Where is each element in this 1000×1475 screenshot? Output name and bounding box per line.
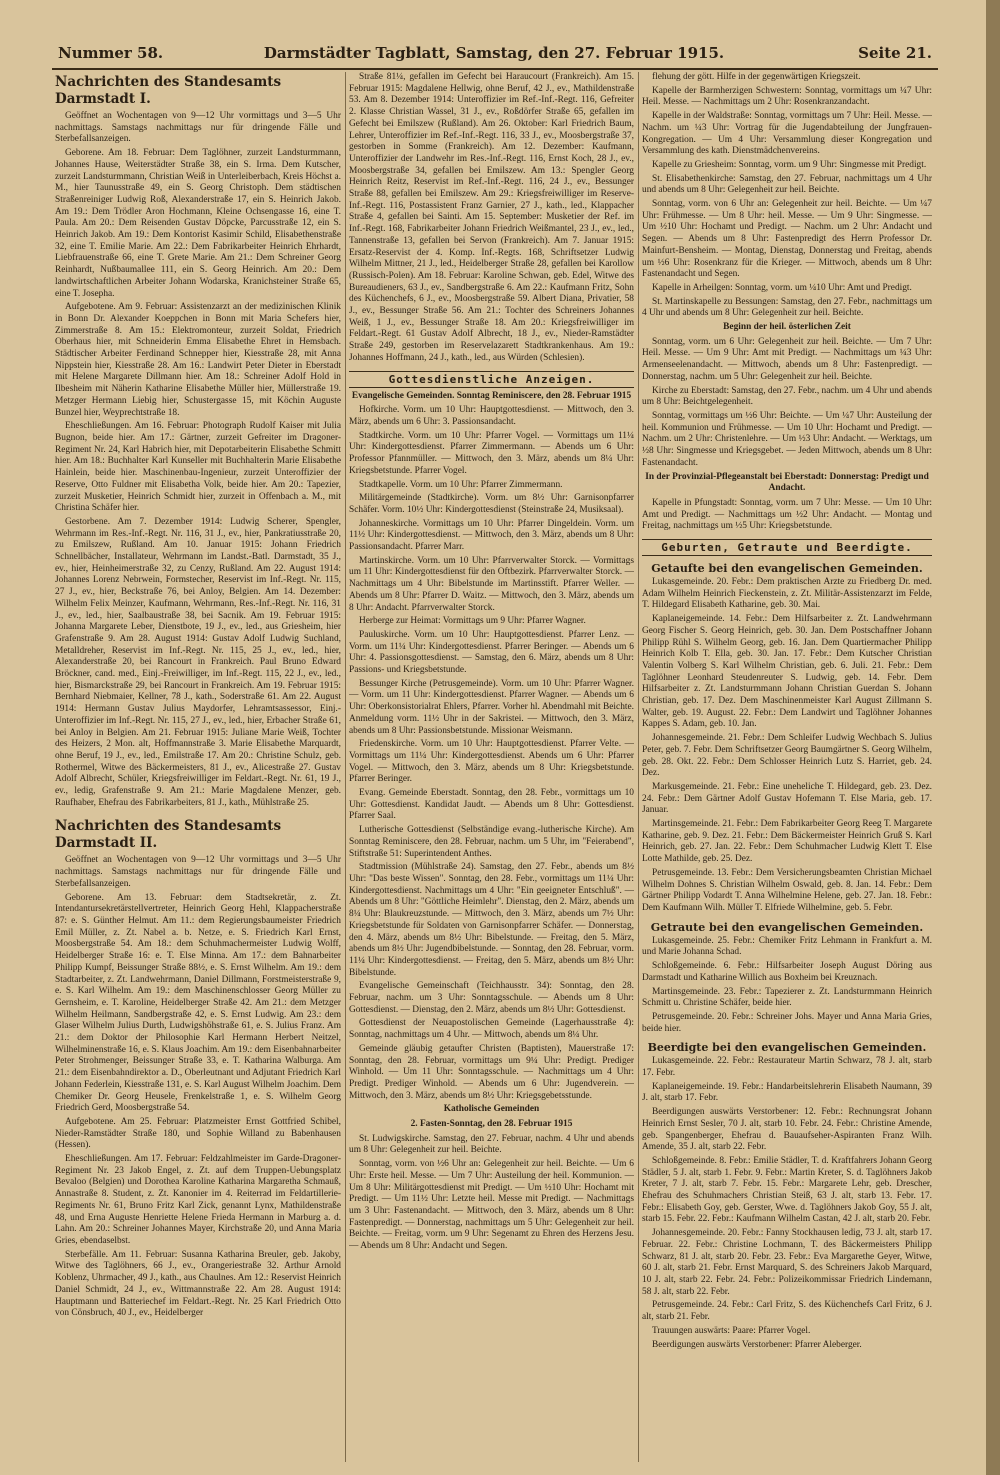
- service-entry: Sonntag, vorm. um 6 Uhr: Gelegenheit zur heil. Beichte. — Um 7 Uhr: Heil. Messe. — Um 9 Uhr: Amt mit Predigt. — Nachmittags um ¼3 Uhr: Armenseelenandacht. — Mittwoch, abends um 8 Uhr: Fastenpredigt. — Donnerstag, nachm. um 5 Uhr: Gelegenheit zur heil. Beichte.: [642, 336, 932, 382]
- parish-entry: Markusgemeinde. 21. Febr.: Eine uneheliche T. Hildegard, geb. 23. Dez. 24. Febr.: Dem Gärtner Adolf Gustav Hofemann T. Else Maria, geb. 17. Januar.: [642, 781, 932, 816]
- parish-entry: Johannesgemeinde. 20. Febr.: Fanny Stockhausen ledig, 73 J. alt, starb 17. Februar. 22. Febr.: Christine Lochmann, T. des Bäckermeisters Philipp Schwarz, 81 J. alt, starb 20. Febr. 23. Febr.: Eva Margarethe Geyer, Witwe, 60 J. alt, starb 21. Febr. Ernst Marquard, S. des Schreiners Jakob Marquard, 10 J. alt, starb 22. Febr. 24. Febr.: Polizeikommissar Friedrich Lindemann, 58 J. alt, starb 22. Febr.: [642, 1228, 932, 1297]
- banns-paragraph: Aufgebotene. Am 25. Februar: Platzmeister Ernst Gottfried Schibel, Nieder-Ramstädter Straße 180, und Sophie Willand zu Babenhausen (Hessen).: [55, 1116, 341, 1151]
- parish-entry: Kaplaneigemeinde. 14. Febr.: Dem Hilfsarbeiter z. Zt. Landwehrmann Georg Fischer S. Georg Heinrich, geb. 30. Jan. Dem Postschaffner Johann Philipp Rühl S. Wilhelm Georg, geb. 16. Jan. Dem Quartiermacher Philipp Heinrich Kolb T. Ella, geb. 30. Jan. 17. Febr.: Dem Kutscher Christian Valentin Volberg S. Karl Wilhelm Christian, geb. 6. Juli. 21. Febr.: Dem Taglöhner Leonhard Steudenreuter S. Ludwig, geb. 14. Febr. Dem Hilfsarbeiter z. Zt. Landsturmmann Johann Christian Guerdan S. Johann Christian, geb. 17. Dez. Dem Maschinenmeister Karl August Zillmann S. Walter, geb. 19. August. 22. Febr.: Dem Landwirt und Taglöhner Johannes Kappes S. Adam, geb. 10. Jan.: [642, 614, 932, 730]
- deaths-paragraph: Sterbefälle. Am 11. Februar: Susanna Katharina Breuler, geb. Jakoby, Witwe des Taglöhners, 66 J., ev., Orangeriestraße 32. Arthur Arnold Koblenz, Uhrmacher, 49 J., kath., aus Chaulnes. Am 12.: Reservist Heinrich Daniel Schmidt, 24 J., ev., Wittmannstraße 22. Am 28. August 1914: Hauptmann und Batteriechef im Feldart.-Regt. Nr. 25 Karl Friedrich Otto von Cönsbruch, 40 J., ev., Heidelberger: [55, 1249, 341, 1319]
- service-entry: Kapelle in Arheilgen: Sonntag, vorm. um ¼10 Uhr: Amt und Predigt.: [652, 282, 912, 293]
- opening-hours-note: Geöffnet an Wochentagen von 9—12 Uhr vormittags und 3—5 Uhr nachmittags. Samstags nachmittags nur für dringende Fälle und Sterbefallsanzeigen.: [55, 855, 341, 889]
- parish-entry: Lukasgemeinde. 25. Febr.: Chemiker Fritz Lehmann in Frankfurt a. M. und Marie Johanna Schad.: [642, 935, 932, 958]
- parish-entry: Lukasgemeinde. 20. Febr.: Dem praktischen Arzte zu Friedberg Dr. med. Adam Wilhelm Heinrich Fieckenstein, z. Zt. Militär-Assistenzarzt im Felde, T. Hildegard Elisabeth Katharine, geb. 30. Mai.: [642, 577, 932, 611]
- births-paragraph: Geborene. Am 18. Februar: Dem Taglöhner, zurzeit Landsturmmann, Johannes Hause, Weiterstädter Straße 38, ein S. Irma. Dem Kutscher, zurzeit Landsturmmann, Christian Weiß in Unterleiberbach, Kreis Höchst a. M., hier Taunusstraße 49, ein S. Georg Christoph. Dem städtischen Straßenreiniger Ludwig Roß, Alexanderstraße 17, ein S. Heinrich Jakob. Am 19.: Dem Trödler Aron Hochmann, Kleine Ochsengasse 16, eine T. Paula. Am 20.: Dem Reisenden Gustav Döpcke, Parcusstraße 12, ein S. Heinrich Jakob. Am 19.: Dem Kontorist Kasimir Schild, Elisabethenstraße 32, eine T. Emilie Marie. Am 22.: Dem Fabrikarbeiter Heinrich Ehrhardt, Liebfrauenstraße 66, eine T. Grete Marie. Am 21.: Dem Schreiner Georg Reinhardt, Nußbaumallee 111, ein S. Georg Heinrich. Am 20.: Dem landwirtschaftlichen Arbeiter Johann Wodarska, Kranichsteiner Straße 65, eine T. Josepha.: [55, 148, 341, 299]
- opening-hours-note: Geöffnet an Wochentagen von 9—12 Uhr vormittags und 3—5 Uhr nachmittags. Samstags nachmittags nur für dringende Fälle und Sterbefallsanzeigen.: [55, 111, 341, 145]
- service-entry: St. Ludwigskirche. Samstag, den 27. Februar, nachm. 4 Uhr und abends um 8 Uhr: Gelegenheit zur heil. Beichte.: [349, 1133, 634, 1156]
- service-entry: Johanneskirche. Vormittags um 10 Uhr: Pfarrer Dingeldein. Vorm. um 11½ Uhr: Kindergottesdienst. — Mittwoch, den 3. März, abends um 8 Uhr: Passionsandacht. Pfarrer Marr.: [349, 518, 634, 553]
- subsection-title: Beerdigte bei den evangelischen Gemeinden.: [647, 1041, 927, 1055]
- service-entry: Friedenskirche. Vorm. um 10 Uhr: Hauptgottesdienst. Pfarrer Velte. — Vormittags um 11¼ Uhr: Kindergottesdienst. Abends um 6 Uhr: Pfarrer Vogel. — Mittwoch, den 3. März, abends um 8 Uhr: Kriegsbetstunde. Pfarrer Beringer.: [349, 739, 634, 785]
- parish-entry: Petrusgemeinde. 20. Febr.: Schreiner Johs. Mayer und Anna Maria Gries, beide hier.: [642, 1011, 932, 1034]
- column-1: [55, 72, 341, 1464]
- parish-entry: Petrusgemeinde. 24. Febr.: Carl Fritz, S. des Küchenchefs Carl Fritz, 6 J. alt, starb 21. Febr.: [642, 1300, 932, 1323]
- section-title: Nachrichten des Standesamts Darmstadt I.: [55, 74, 282, 107]
- page-binding-edge: [986, 0, 1000, 1475]
- parish-entry: Trauungen auswärts: Paare: Pfarrer Vogel.: [652, 1325, 811, 1336]
- column-3: [642, 72, 932, 1464]
- subsection-header: Beginn der heil. österlichen Zeit: [723, 322, 851, 333]
- issue-number: Nummer 58.: [58, 44, 164, 62]
- deaths-paragraph: Gestorbene. Am 7. Dezember 1914: Ludwig Scherer, Spengler, Wehrmann im Res.-Inf.-Regt. Nr. 116, 31 J., ev., hier, Pankratiusstraße 20, zu Emilszew, Rußland. Am 10. Januar 1915: Johann Friedrich Schnellbächer, Installateur, Wehrmann im Landst.-Batl. Darmstadt, 35 J., ev., hier, Heinheimerstraße 32, zu Cenzy, Rußland. Am 22. August 1914: Johannes Lorenz Nebrwein, Formstecher, Reservist im Inf.-Regt. Nr. 115, 27 J., ev., hier, Beckstraße 76, bei Anloy, Belgien. Am 14. Dezember: Wilhelm Felix Meinzer, Kaufmann, Wehrmann, Res.-Inf.-Regt. Nr. 116, 31 J., ev., led., hier, Saalbaustraße 38, bei Sacnik. Am 19. Februar 1915: Johanna Margarete Leber, Dienstbote, 19 J., ev., led., aus Griesheim, hier Grafenstraße 9. Am 28. August 1914: Gustav Adolf Ludwig Suchland, Metalldreher, Reservist im Inf.-Regt. Nr. 115, 25 J., ev., led., hier, Alexanderstraße 20, bei Rancourt in Frankreich. Paul Bruno Edward Bröckner, cand. med., Einj.-Freiwilliger, im Inf.-Regt. 115, 22 J., ev., led., hier, Bismarckstraße 29, bei Rancourt in Frankreich. Am 19. Februar 1915: Bernhard Niebmaier, Kellner, 78 J., kath., Soderstraße 61. Am 22. August 1914: Hermann Gustav Julius Maydorfer, Lehramtsassessor, Einj.-Unteroffizier im Inf.-Regt. Nr. 115, 27 J., ev., led., hier, Erbacher Straße 61, bei Anloy in Belgien. Am 21. Februar 1915: Juliane Marie Weiß, Tochter des Heizers, 2 Mon. alt, Hoffmannstraße 3. Marie Elisabethe Marquardt, ohne Beruf, 19 J., ev., led., Emilstraße 17. Am 20.: Christine Schulz, geb. Rothermel, Witwe des Bäckermeisters, 81 J., ev., Alicestraße 27. Gustav Adolf Albrecht, Schüler, Kriegsfreiwilliger im Feldart.-Regt. Nr. 61, 19 J., ev., ledig, Grafenstraße 9. Am 21.: Marie Magdalene Menzer, geb. Raufhaber, Ehefrau des Fabrikarbeiters, 81 J., kath., Mühlstraße 25.: [55, 516, 341, 808]
- page-number: Seite 21.: [858, 44, 932, 62]
- deaths-continued: Straße 81¼, gefallen im Gefecht bei Haraucourt (Frankreich). Am 15. Februar 1915: Magdalene Hellwig, ohne Beruf, 42 J., ev., Mathildenstraße 53. Am 8. Dezember 1914: Unteroffizier im Ref.-Inf.-Regt. 116, Gefreiter 2. Klasse Christian Wassel, 31 J., ev., Roßdörfer Straße 65, gefallen im Gefecht bei Emilszew (Rußland). Am 26. Oktober: Karl Friedrich Baum, Lehrer, Unteroffizier im Ref.-Inf.-Regt. 116, 33 J., ev., Moosbergstraße 37, gestorben in Somme (Frankreich). Am 12. Dezember: Kaufmann, Unteroffizier der Landwehr im Res.-Inf.-Regt. 116, Ernst Koch, 28 J., ev., Moosbergstraße 34, gefallen bei Emilszew. Am 13.: Spengler Georg Heinrich Reitz, Reservist im Ref.-Inf.-Regt. 116, 24 J., ev., Bessunger Straße 88, gefallen bei Emilszew. Am 29.: Kriegsfreiwilliger im Reserve-Inf.-Regt. 116, Postassistent Franz Garnier, 27 J., kath., led., Klappacher Straße 4, gefallen bei Sainti. Am 15. September: Musketier der Ref. im Inf.-Regt. 168, Fabrikarbeiter Johann Friedrich Weißmantel, 23 J., ev., led., Tannenstraße 13, gefallen bei Servon (Frankreich). Am 7. Januar 1915: Ersatz-Reservist der 4. Komp. Inf.-Regts. 168, Schriftsetzer Ludwig Wilhelm Mittner, 21 J., led., Heidelberger Straße 28, gefallen bei Karollow (Russisch-Polen). Am 18. Februar: Karoline Schwan, geb. Edel, Witwe des Bureaudieners, 63 J., ev., Sandbergstraße 6. Am 22.: Kaufmann Fritz, Sohn des Küchenchefs, 6 J., ev., Moosbergstraße 59. Albert Diana, Privatier, 58 J., ev., Bessunger Straße 56. Am 21.: Tochter des Schreiners Johannes Weiß, 1 J., ev., Bessunger Straße 18. Am 20.: Kriegsfreiwilliger im Feldart.-Regt. 61 Gustav Adolf Albrecht, 18 J., ev., Nieder-Ramstädter Straße 249, gestorben im Reservelazarett Stadtkrankenhaus. Am 19.: Johannes Hoffmann, 24 J., kath., led., aus Würden (Schlesien).: [349, 72, 634, 363]
- column-2: [349, 72, 634, 1464]
- service-entry: Kapelle in Pfungstadt: Sonntag, vorm. um 7 Uhr: Messe. — Um 10 Uhr: Amt und Predigt. — Nachmittags um ½2 Uhr: Andacht. — Montag und Freitag, nachmittags um ½5 Uhr: Kriegsbetstunde.: [642, 497, 932, 532]
- service-entry: St. Elisabethenkirche: Samstag, den 27. Februar, nachmittags um 4 Uhr und abends um 8 Uhr: Gelegenheit zur heil. Beichte.: [642, 173, 932, 196]
- service-entry: Kapelle der Barmherzigen Schwestern: Sonntag, vormittags um ¼7 Uhr: Heil. Messe. — Nachmittags um 2 Uhr: Rosenkranzandacht.: [642, 85, 932, 108]
- column-divider: [638, 72, 639, 1462]
- subsection-date: 2. Fasten-Sonntag, den 28. Februar 1915: [410, 1119, 573, 1130]
- service-entry: Martinskirche. Vorm. um 10 Uhr: Pfarrverwalter Storck. — Vormittags um 11 Uhr: Kindergottesdienst für den Oftbezirk. Pfarrverwalter Storck. — Nachmittags um 4 Uhr: Bibelstunde im Martinsstift. Pfarrer Weller. — Abends um 8 Uhr: Pfarrer D. Waitz. — Mittwoch, den 3. März, abends um 8 Uhr: Andacht. Pfarrverwalter Storck.: [349, 555, 634, 613]
- parish-entry: Beerdigungen auswärts Verstorbener: 12. Febr.: Rechnungsrat Johann Heinrich Ernst Sesler, 70 J. alt, starb 10. Febr. 24. Febr.: Christine Amende, geb. Spangenberger, Ehefrau d. Bauaufseher-Aspiranten Franz Wilh. Amende, 35 J. alt, starb 22. Febr.: [642, 1107, 932, 1153]
- service-entry: Evang. Gemeinde Eberstadt. Sonntag, den 28. Febr., vormittags um 10 Uhr: Gottesdienst. Kandidat Jaudt. — Abends um 8 Uhr: Gottesdienst. Pfarrer Saal.: [349, 788, 634, 822]
- parish-entry: Martinsgemeinde. 23. Febr.: Tapezierer z. Zt. Landsturmmann Heinrich Schmitt u. Christine Schäfer, beide hier.: [642, 986, 932, 1009]
- births-paragraph: Geborene. Am 13. Februar: dem Stadtsekretär, z. Zt. Intendantursekretärstellvertreter, Heinrich Georg Hehl, Klappacherstraße 87: e. S. Günther Helmut. Am 11.: dem Regierungsbaumeister Friedrich Emil Müller, z. Zt. Nabel a. b. Netze, e. S. Friedrich Karl Ernst, Moosbergstraße 54. Am 18.: dem Schuhmachermeister Ludwig Wolff, Heidelberger Straße 16: e. T. Else Minna. Am 17.: dem Bahnarbeiter Philipp Kumpf, Beissunger Straße 88½, e. S. Ernst Wilhelm. Am 19.: dem Stadtarbeiter, z. Zt. Landwehrmann, Daniel Dillmann, Forstmeisterstraße 9, e. S. Karl Wilhelm. Am 19.: dem Maschinenschlosser Georg Müller zu Gernsheim, e. T. Karoline, Heidelberger Straße 42. Am 21.: dem Metzger Wilhelm Heilmann, Sandbergstraße 42, e. S. Ernst Ludwig. Am 23.: dem Glaser Wilhelm Julius Durth, Ludwigshöhstraße 61, e. S. Julius Franz. Am 21.: dem Doktor der Philosophie Karl Hermann Herbert Neitzel, Wilhelminenstraße 16, e. S. Klaus Joachim. Am 19.: dem Eisenbahnarbeiter Peter Strohmenger, Beissunger Straße 33, e. T. Katharina Walburga. Am 21.: dem Eisenbahndirektor a. D., Oberleutnant und Adjutant Friedrich Karl Johann Federlein, Kiesstraße 131, e. S. Karl August Wilhelm Joachim. Dem Chemiker Dr. Georg Heusele, Frenkelstraße 1, e. S. Wilhelm Georg Friedrich Gerd, Moosbergstraße 54.: [55, 892, 341, 1114]
- service-entry: Stadtkirche. Vorm. um 10 Uhr: Pfarrer Vogel. — Vormittags um 11¼ Uhr: Kindergottesdienst. Pfarrer Zimmermann. — Abends um 6 Uhr: Professor Pfannmüller. — Mittwoch, den 3. März, abends um 8¼ Uhr: Kriegsbetstunde. Pfarrer Vogel.: [349, 430, 634, 476]
- service-entry: St. Martinskapelle zu Bessungen: Samstag, den 27. Febr., nachmittags um 4 Uhr und abends um 8 Uhr: Gelegenheit zur heil. Beichte.: [642, 296, 932, 319]
- parish-entry: Schloßgemeinde. 6. Febr.: Hilfsarbeiter Joseph August Döring aus Darmstadt und Katharine Willich aus Boxheim bei Kreuznach.: [642, 961, 932, 983]
- parish-entry: Johannesgemeinde. 21. Febr.: Dem Schleifer Ludwig Wechbach S. Julius Peter, geb. 7. Febr. Dem Schriftsetzer Georg Baumgärtner S. Georg Wilhelm, geb. 28. Okt. 22. Febr.: Dem Schlosser Heinrich Lutz S. Harriet, geb. 24. Dez.: [642, 733, 932, 779]
- service-entry: flehung der gött. Hilfe in der gegenwärtigen Kriegszeit.: [652, 72, 861, 82]
- page-header: [50, 44, 938, 68]
- service-entry: Gemeinde gläubig getaufter Christen (Baptisten), Mauerstraße 17: Sonntag, den 28. Februar, vormittags um 9¼ Uhr: Predigt. Prediger Winhold. — Um 11 Uhr: Sonntagsschule. — Nachmittags um 4 Uhr: Predigt. Prediger Winhold. — Abends um 6 Uhr: Jugendverein. — Mittwoch, den 3. März, abends um 8½ Uhr: Kriegsgebetsstunde.: [349, 1043, 634, 1101]
- column-divider: [345, 72, 346, 1462]
- service-entry: Kapelle in der Waldstraße: Sonntag, vormittags um 7 Uhr: Heil. Messe. — Nachm. um ¼3 Uhr: Vortrag für die Jugendabteilung der Jungfrauen-Kongregation. — Um 4 Uhr: Versammlung dieser Kongregation und Versammlung des kath. Dienstmädchenvereins.: [642, 111, 932, 157]
- parish-entry: Kaplaneigemeinde. 19. Febr.: Handarbeitslehrerin Elisabeth Naumann, 39 J. alt, starb 17. Febr.: [642, 1081, 932, 1104]
- parish-entry: Lukasgemeinde. 22. Febr.: Restaurateur Martin Schwarz, 78 J. alt, starb 17. Febr.: [642, 1056, 932, 1079]
- service-entry: Stadtmission (Mühlstraße 24). Samstag, den 27. Febr., abends um 8½ Uhr: "Das beste Wissen". Sonntag, den 28. Febr., vormittags um 11¼ Uhr: Kindergottesdienst. Nachmittags um 4 Uhr: "Ein geeigneter Entschluß". — Abends um 8 Uhr: "Göttliche Heimlehr". Dienstag, den 2. März, abends um 8¼ Uhr: Blaukreuzstunde. — Mittwoch, den 3. März, abends um 7½ Uhr: Kriegsbetstunde für Soldaten von Garnisonpfarrer Schäfer. — Donnerstag, den 4. März, abends um 8½ Uhr: Bibelstunde. — Freitag, den 5. März, abends um 8½ Uhr: Jugendbibelstunde. — Sonntag, den 28. Februar, vorm. 11¼ Uhr: Kindergottesdienst. — Freitag, den 5. März, abends um 8½ Uhr: Bibelstunde.: [349, 862, 634, 978]
- subsection-header: Evangelische Gemeinden. Sonntag Reminiscere, den 28. Februar 1915: [351, 390, 632, 401]
- service-entry: Evangelische Gemeinschaft (Teichhausstr. 34): Sonntag, den 28. Februar, nachm. um 3 Uhr: Sonntagsschule. — Abends um 8 Uhr: Gottesdienst. — Dienstag, den 2. März, abends um 8½ Uhr: Gottesdienst.: [349, 981, 634, 1015]
- service-entry: Pauluskirche. Vorm. um 10 Uhr: Hauptgottesdienst. Pfarrer Lenz. — Vorm. um 11¼ Uhr: Kindergottesdienst. Pfarrer Beringer. — Abends um 6 Uhr: 4. Passionsgottesdienst. — Samstag, den 6. März, abends um 8 Uhr: Passions- und Kriegsbetstunde.: [349, 629, 634, 676]
- parish-entry: Beerdigungen auswärts Verstorbener: Pfarrer Aleberger.: [652, 1339, 862, 1350]
- service-entry: Sonntag, vormittags um ½6 Uhr: Beichte. — Um ¼7 Uhr: Austeilung der heil. Kommunion und Frühmesse. — Um 10 Uhr: Hochamt und Predigt. — Nachm. um 2 Uhr: Christenlehre. — Um ½3 Uhr: Andacht. — Werktags, um ½8 Uhr: Singmesse und Kriegsgebet. — Jeden Mittwoch, abends um 8 Uhr: Fastenandacht.: [642, 410, 932, 468]
- header-rule: [52, 68, 938, 70]
- service-entry: Sonntag, vorm. von 6 Uhr an: Gelegenheit zur heil. Beichte. — Um ¼7 Uhr: Frühmesse. — Um 8 Uhr: heil. Messe. — Um 9 Uhr: Singmesse. — Um ½10 Uhr: Hochamt und Predigt. — Nachm. um 2 Uhr: Andacht und Segen. — Abends um 8 Uhr: Fastenpredigt des Herrn Professor Dr. Mainfurt-Bensheim. — Montag, Dienstag, Donnerstag und Freitag, abends um ½6 Uhr: Rosenkranz für die Krieger. — Mittwoch, abends um 8 Uhr: Fastenandacht und Segen.: [642, 199, 932, 280]
- banns-paragraph: Aufgebotene. Am 9. Februar: Assistenzarzt an der medizinischen Klinik in Bonn Dr. Alexander Koeppchen in Bonn mit Maria Schefers hier, Zimmerstraße 8. Am 15.: Elektromonteur, zurzeit Soldat, Friedrich Oberhaus hier, mit Schneiderin Emma Elisabethe Ehret in Hemsbach. Städtischer Arbeiter Ferdinand Schnepper hier, Kiesstraße 28, mit Anna Nippstein hier, Kiesstraße 28. Am 16.: Landwirt Peter Dieter in Eberstadt mit Helene Margarete Dillmann hier. Am 18.: Schreiner Adolf Hold in Ilbesheim mit Näherin Katharine Elisabethe Müller hier, Müllerstraße 19. Metzger Hermann Liebig hier, Schustergasse 15, mit Köchin Auguste Bunzel hier, Weyprechtstraße 18.: [55, 302, 341, 418]
- service-entry: Herberge zur Heimat: Vormittags um 9 Uhr: Pfarrer Wagner.: [359, 616, 586, 627]
- section-title: Nachrichten des Standesamts Darmstadt II.: [55, 818, 282, 852]
- service-entry: Lutherische Gottesdienst (Selbständige evang.-lutherische Kirche). Am Sonntag Reminiscere, den 28. Februar, nachm. um 5 Uhr, im "Feierabend", Stiftstraße 51: Superintendent Anthes.: [349, 825, 634, 859]
- subsection-title: Getraute bei den evangelischen Gemeinden.: [650, 920, 924, 934]
- parish-entry: Petrusgemeinde. 13. Febr.: Dem Versicherungsbeamten Christian Michael Wilhelm Dohnes S. Christian Wilhelm Oswald, geb. 8. Jan. 14. Febr.: Dem Gärtner Philipp Vodardt T. Anna Wilhelmine Helene, geb. 27. Jan. 18. Febr.: Dem Kaufmann Wilh. Müller T. Elfriede Wilhelmine, geb. 5. Febr.: [642, 867, 932, 913]
- marriages-paragraph: Eheschließungen. Am 16. Februar: Photograph Rudolf Kaiser mit Julia Bugnon, beide hier. Am 17.: Gärtner, zurzeit Gefreiter im Dragoner-Regiment Nr. 24, Karl Habrich hier, mit Depotarbeiterin Elisabethe Schmitt hier. Am 18.: Buchhalter Karl Kunseller mit Buchhalterin Marie Elisabethe Hainlein, beide hier. Maschinenbau-Ingenieur, zurzeit Unteroffizier der Reserve, Otto Fuldner mit Elisabetha Volk, beide hier. Am 20.: Tapezier, zurzeit Musketier, Heinrich Schmidt hier, zurzeit in Offenbach a. M., mit Christina Schäfer hier.: [55, 421, 341, 514]
- service-entry: Bessunger Kirche (Petrusgemeinde). Vorm. um 10 Uhr: Pfarrer Wagner. — Vorm. um 11 Uhr: Kindergottesdienst. Pfarrer Wagner. — Abends um 6 Uhr: Oberkonsistorialrat Ehlers, Pfarrer. Vorher hl. Abendmahl mit Beichte. Anmeldung vorm. 11½ Uhr in der Sakristei. — Mittwoch, den 3. März, abends um 8 Uhr: Passionsbetstunde. Missionar Weismann.: [349, 678, 634, 736]
- marriages-paragraph: Eheschließungen. Am 17. Februar: Feldzahlmeister im Garde-Dragoner-Regiment Nr. 23 Jakob Engel, z. Zt. auf dem Truppen-Uebungsplatz Bevaloo (Belgien) und Dorothea Karoline Katharina Margaretha Schmauß, Annastraße 8. Student, z. Zt. Kanonier im 4. Reiterrad im Feldartillerie-Regiments Nr. 61, Bruno Fritz Karl Zick, genannt Lynx, Mathildenstraße 48, und Erna Auguste Henriette Helene Frieda Hermann in Marburg a. d. Lahn. Am 20.: Schreiner Johannes Mayer, Kirchstraße 20, und Anna Maria Gries, ebendaselbst.: [55, 1154, 341, 1246]
- parish-entry: Schloßgemeinde. 8. Febr.: Emilie Städler, T. d. Kraftfahrers Johann Georg Städler, 5 J. alt, starb 1. Febr. 9. Febr.: Martin Kreter, S. d. Taglöhners Jakob Kreter, 7 J. alt, starb 7. Febr. 15. Febr.: Margarete Lehr, geb. Drescher, Ehefrau des Schuhmachers Christian Steiß, 63 J. alt, starb 13. Febr. 17. Febr.: Elisabeth Goy, geb. Gerster, Wwe. d. Taglöhners Jakob Goy, 55 J. alt, starb 15. Febr. 22. Febr.: Kaufmann Wilhelm Castan, 42 J. alt, starb 20. Febr.: [642, 1155, 932, 1225]
- service-entry: Militärgemeinde (Stadtkirche). Vorm. um 8½ Uhr: Garnisonpfarrer Schäfer. Vorm. 10½ Uhr: Kindergottesdienst (Steinstraße 24, Musiksaal).: [349, 493, 634, 515]
- service-entry: Kirche zu Eberstadt: Samstag, den 27. Febr., nachm. um 4 Uhr und abends um 8 Uhr: Beichtgelegenheit.: [642, 385, 932, 408]
- section-box-title: Gottesdienstliche Anzeigen.: [349, 371, 634, 388]
- service-entry: Kapelle zu Griesheim: Sonntag, vorm. um 9 Uhr: Singmesse mit Predigt.: [652, 159, 927, 170]
- parish-entry: Martinsgemeinde. 21. Febr.: Dem Fabrikarbeiter Georg Reeg T. Margarete Katharine, geb. 9. Dez. 21. Febr.: Dem Bäckermeister Heinrich Gruß S. Karl Heinrich, geb. 27. Jan. 22. Febr.: Dem Schuhmacher Ludwig Klett T. Else Lotte Mathilde, geb. 25. Dez.: [642, 819, 932, 865]
- masthead-line: Darmstädter Tagblatt, Samstag, den 27. Februar 1915.: [263, 44, 725, 62]
- service-entry: Stadtkapelle. Vorm. um 10 Uhr: Pfarrer Zimmermann.: [359, 479, 563, 490]
- service-entry: Hofkirche. Vorm. um 10 Uhr: Hauptgottesdienst. — Mittwoch, den 3. März, abends um 6 Uhr: 3. Passionsandacht.: [349, 405, 634, 427]
- section-box-title: Geburten, Getraute und Beerdigte.: [642, 539, 932, 556]
- service-entry: Gottesdienst der Neuapostolischen Gemeinde (Lagerhausstraße 4): Sonntag, nachmittags um 4 Uhr. — Mittwoch, abends um 8¼ Uhr.: [349, 1018, 634, 1041]
- subsection-header: Katholische Gemeinden: [443, 1104, 540, 1115]
- subsection-title: Getaufte bei den evangelischen Gemeinden.: [651, 562, 923, 576]
- subsection-header: In der Provinzial-Pflegeanstalt bei Eberstadt: Donnerstag: Predigt und Andacht.: [645, 471, 929, 494]
- service-entry: Sonntag, vorm. von ½6 Uhr an: Gelegenheit zur heil. Beichte. — Um 6 Uhr: Erste heil. Messe. — Um 7 Uhr: Austeilung der heil. Kommunion. — Um 8 Uhr: Militärgottesdienst mit Predigt. — Um ½10 Uhr: Hochamt mit Predigt. — Um 11½ Uhr: Letzte heil. Messe mit Predigt. — Nachmittags um 3 Uhr: Fastenandacht. — Mittwoch, den 3. März, abends um 8 Uhr: Fastenpredigt. — Donnerstag, nachmittags um 5 Uhr: Gelegenheit zur heil. Beichte. — Freitag, vorm. um 9 Uhr: Segenamt zu Ehren des Herzens Jesu. — Abends um 8 Uhr: Andacht und Segen.: [349, 1159, 634, 1252]
